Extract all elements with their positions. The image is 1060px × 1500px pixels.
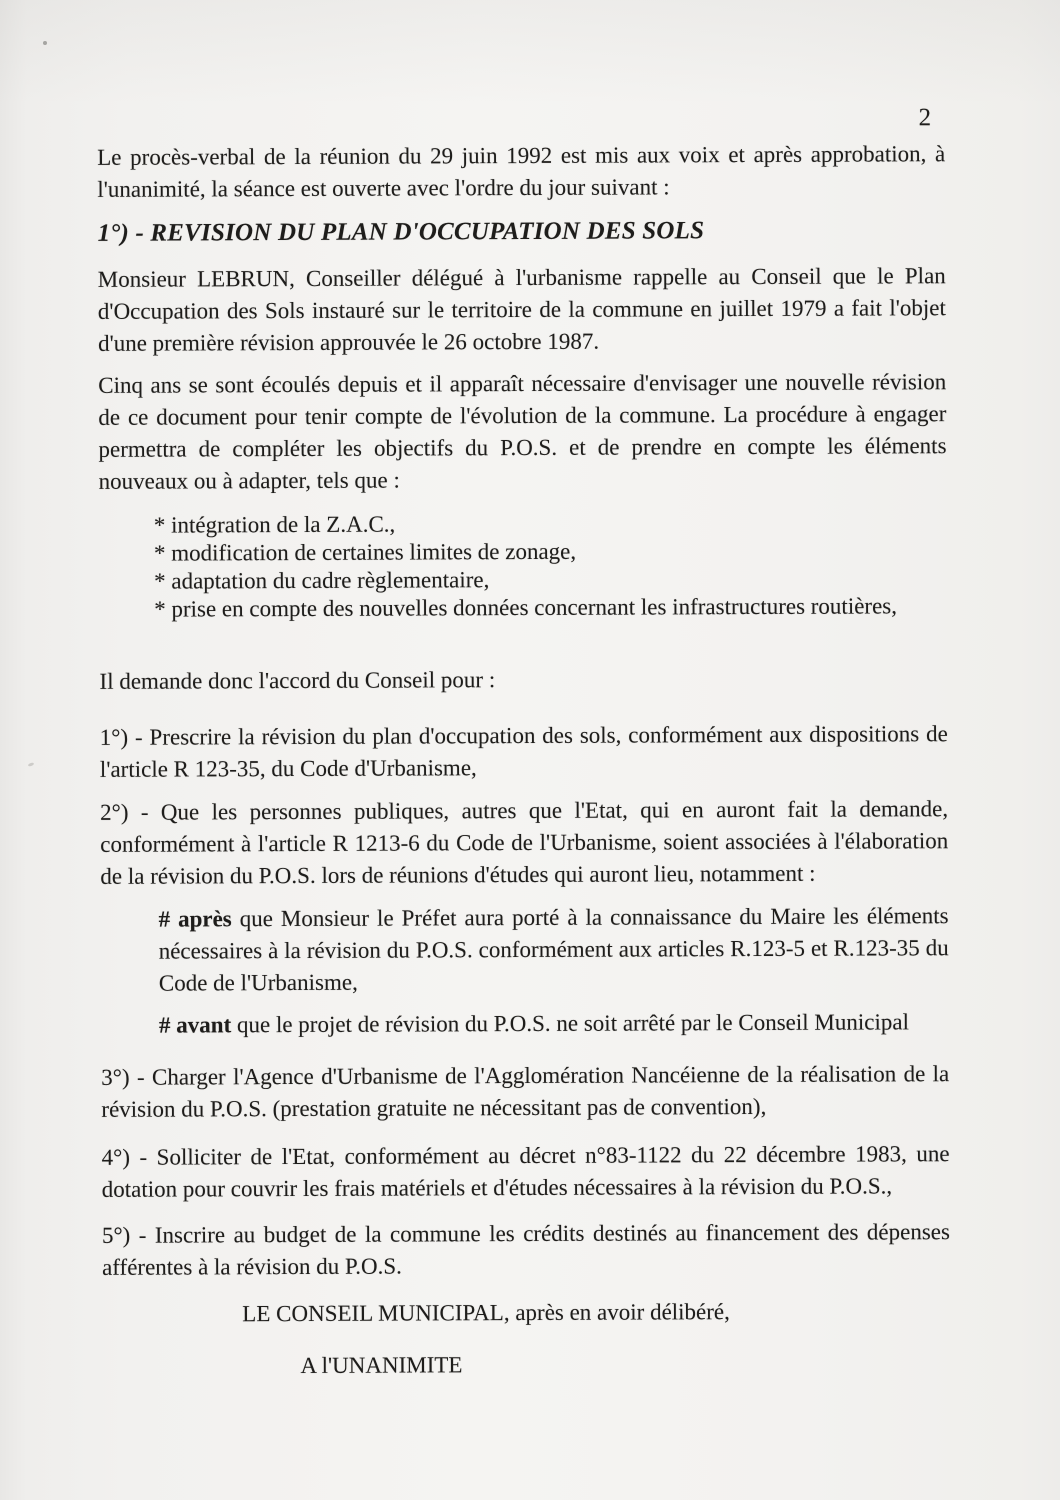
asterisk-marker: *	[153, 512, 166, 538]
intro-paragraph: Le procès-verbal de la réunion du 29 juin 1992 est mis aux voix et après approbation, à l'unanimité, la séance est ouverte avec l'ordre du jour suivant :	[97, 141, 946, 202]
bullet-list	[154, 508, 947, 623]
document-content	[97, 103, 951, 1383]
section-heading: 1°) - REVISION DU PLAN D'OCCUPATION DES SOLS	[97, 217, 705, 247]
bullet-item	[154, 508, 947, 539]
page-number: 2	[918, 104, 932, 132]
bullet-item-text: modification de certaines limites de zonage,	[171, 538, 577, 566]
closing-deliberation: LE CONSEIL MUNICIPAL, après en avoir délibéré,	[242, 1299, 730, 1327]
bullet-item-text: adaptation du cadre règlementaire,	[171, 567, 490, 594]
closing-unanimity: A l'UNANIMITE	[300, 1352, 463, 1378]
demande-paragraph: Il demande donc l'accord du Conseil pour :	[99, 667, 496, 694]
bullet-item-text: prise en compte des nouvelles données concernant les infrastructures routières,	[171, 593, 898, 622]
scan-speck	[43, 41, 47, 45]
asterisk-marker: *	[154, 568, 166, 594]
condition-marker: # après	[158, 906, 232, 932]
condition-paragraph-apres	[158, 900, 948, 999]
bullet-item	[154, 564, 947, 595]
resolution-paragraph-1: 1°) - Prescrire la révision du plan d'occupation des sols, conformément aux dispositions de l'article R 123-35, du Code d'Urbanisme,	[99, 721, 948, 782]
resolution-paragraph-3: 3°) - Charger l'Agence d'Urbanisme de l'Agglomération Nancéienne de la réalisation de la révision du P.O.S. (prestation gratuite ne nécessitant pas de convention),	[101, 1061, 950, 1122]
condition-text: que le projet de révision du P.O.S. ne soit arrêté par le Conseil Municipal	[236, 1009, 909, 1038]
asterisk-marker: *	[153, 540, 166, 566]
scan-speck	[28, 762, 35, 767]
condition-text: que Monsieur le Préfet aura porté à la connaissance du Maire les éléments nécessaires à la révision du P.O.S. conformément aux articles R.123-5 et R.123-35 du Code de l'Urbanisme,	[158, 903, 949, 996]
condition-marker: # avant	[158, 1012, 232, 1038]
bullet-item	[154, 536, 947, 567]
bullet-item	[154, 592, 947, 623]
resolution-paragraph-4: 4°) - Solliciter de l'Etat, conformément au décret n°83-1122 du 22 décembre 1983, une dotation pour couvrir les frais matériels et d'études nécessaires à la révision du P.O.S.,	[101, 1141, 950, 1202]
resolution-paragraph-5: 5°) - Inscrire au budget de la commune les crédits destinés au financement des dépenses afférentes à la révision du P.O.S.	[101, 1219, 950, 1280]
condition-paragraph-avant	[159, 1006, 949, 1041]
asterisk-marker: *	[154, 596, 166, 622]
paragraph-cinq-ans: Cinq ans se sont écoulés depuis et il apparaît nécessaire d'envisager une nouvelle révision de ce document pour tenir compte de l'évolution de la commune. La procédure à engager permettra de compléter les objectifs du P.O.S. et de prendre en compte les éléments nouveaux ou à adapter, tels que :	[98, 369, 947, 494]
bullet-item-text: intégration de la Z.A.C.,	[171, 511, 396, 538]
resolution-paragraph-2: 2°) - Que les personnes publiques, autres que l'Etat, qui en auront fait la demande, conformément à l'article R 1213-6 du Code de l'Urbanisme, soient associées à l'élaboration de la révision du P.O.S. lors de réunions d'études qui auront lieu, notamment :	[100, 796, 949, 889]
paragraph-lebrun: Monsieur LEBRUN, Conseiller délégué à l'urbanisme rappelle au Conseil que le Plan d'Occupation des Sols instauré sur le territoire de la commune en juillet 1979 a fait l'objet d'une première révision approuvée le 26 octobre 1987.	[97, 263, 946, 356]
